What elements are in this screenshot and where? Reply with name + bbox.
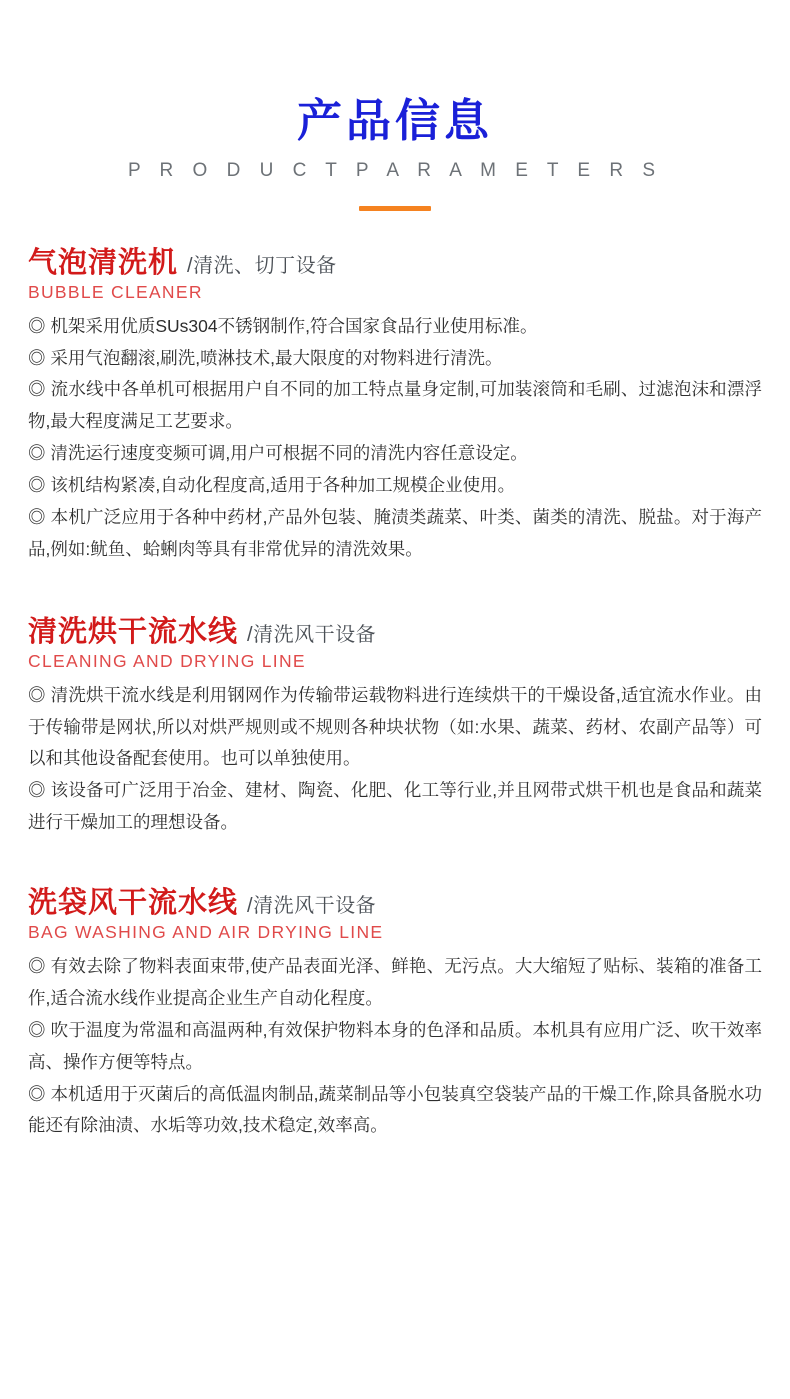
section-title-en: BUBBLE CLEANER bbox=[28, 281, 203, 302]
section-bullet-list bbox=[28, 680, 762, 839]
section-bag-washing-line bbox=[28, 885, 762, 1142]
list-item: ◎ 流水线中各单机可根据用户自不同的加工特点量身定制,可加装滚筒和毛刷、过滤泡沫和漂浮物,最大程度满足工艺要求。 bbox=[28, 379, 762, 432]
list-item: ◎ 采用气泡翻滚,刷洗,喷淋技术,最大限度的对物料进行清洗。 bbox=[28, 347, 503, 368]
section-title-cn: 洗袋风干流水线 bbox=[28, 886, 239, 919]
page-title: 产品信息 bbox=[296, 95, 493, 146]
section-title-cn: 清洗烘干流水线 bbox=[28, 615, 239, 648]
section-bubble-cleaner bbox=[28, 245, 762, 566]
list-item: ◎ 该设备可广泛用于冶金、建材、陶瓷、化肥、化工等行业,并且网带式烘干机也是食品和蔬菜进行干燥加工的理想设备。 bbox=[28, 780, 762, 833]
section-title-sub: /清洗风干设备 bbox=[247, 894, 377, 917]
section-cleaning-drying-line bbox=[28, 614, 762, 839]
list-item: ◎ 机架采用优质SUs304不锈钢制作,符合国家食品行业使用标准。 bbox=[28, 315, 538, 336]
section-title-cn: 气泡清洗机 bbox=[28, 246, 179, 279]
section-title-en: CLEANING AND DRYING LINE bbox=[28, 650, 306, 671]
list-item: ◎ 本机适用于灭菌后的高低温肉制品,蔬菜制品等小包装真空袋装产品的干燥工作,除具备脱水功能还有除油渍、水垢等功效,技术稳定,效率高。 bbox=[28, 1083, 762, 1136]
section-title-en: BAG WASHING AND AIR DRYING LINE bbox=[28, 922, 384, 943]
page-header bbox=[28, 0, 762, 211]
section-title-sub: /清洗、切丁设备 bbox=[187, 254, 337, 277]
section-heading bbox=[28, 885, 762, 921]
header-divider bbox=[359, 206, 431, 211]
section-bullet-list bbox=[28, 951, 762, 1142]
page-subtitle: P R O D U C T P A R A M E T E R S bbox=[127, 159, 663, 181]
list-item: ◎ 有效去除了物料表面束带,使产品表面光泽、鲜艳、无污点。大大缩短了贴标、装箱的准备工作,适合流水线作业提高企业生产自动化程度。 bbox=[28, 956, 762, 1009]
section-heading bbox=[28, 614, 762, 650]
section-bullet-list bbox=[28, 311, 762, 566]
list-item: ◎ 该机结构紧凑,自动化程度高,适用于各种加工规模企业使用。 bbox=[28, 474, 516, 495]
list-item: ◎ 吹于温度为常温和高温两种,有效保护物料本身的色泽和品质。本机具有应用广泛、吹干效率高、操作方便等特点。 bbox=[28, 1019, 762, 1072]
list-item: ◎ 本机广泛应用于各种中药材,产品外包装、腌渍类蔬菜、叶类、菌类的清洗、脱盐。对于海产品,例如:鱿鱼、蛤蜊肉等具有非常优异的清洗效果。 bbox=[28, 506, 762, 559]
section-heading bbox=[28, 245, 762, 281]
list-item: ◎ 清洗运行速度变频可调,用户可根据不同的清洗内容任意设定。 bbox=[28, 443, 528, 464]
list-item: ◎ 清洗烘干流水线是利用钢网作为传输带运载物料进行连续烘干的干燥设备,适宜流水作业。由于传输带是网状,所以对烘严规则或不规则各种块状物（如:水果、蔬菜、药材、农副产品等）可以和其他设备配套使用。也可以单独使用。 bbox=[28, 684, 762, 769]
section-title-sub: /清洗风干设备 bbox=[247, 623, 377, 646]
